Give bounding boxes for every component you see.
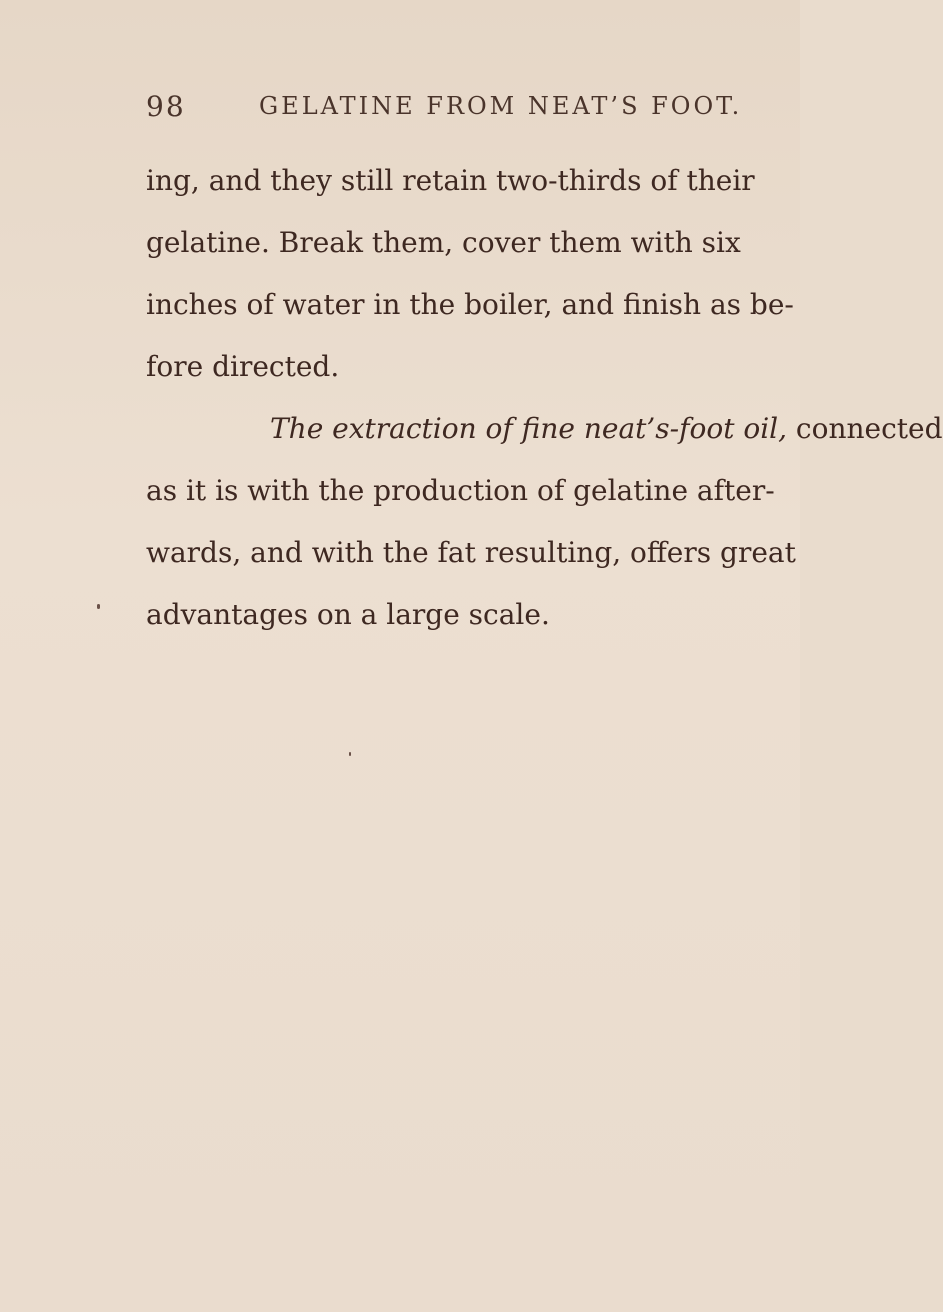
text-line: gelatine. Break them, cover them with six [146, 226, 741, 259]
text-line: advantages on a large scale. [146, 598, 550, 631]
page-number: 98 [146, 90, 186, 123]
italic-phrase: The extraction of fine neat’s-foot oil, [270, 412, 788, 445]
text-fragment: connected [787, 412, 943, 445]
body-text [146, 150, 943, 646]
text-line: ing, and they still retain two-thirds of their [146, 164, 755, 197]
running-head: GELATINE FROM NEAT’S FOOT. [259, 92, 743, 120]
paper-speck [97, 604, 100, 609]
paper-speck [439, 620, 440, 628]
page-header [146, 90, 743, 130]
text-line: wards, and with the fat resulting, offers great [146, 536, 796, 569]
text-line: as it is with the production of gelatine after- [146, 474, 775, 507]
paragraph-first-line [146, 398, 943, 460]
paper-speck [349, 752, 351, 756]
text-line: fore directed. [146, 350, 340, 383]
text-line: inches of water in the boiler, and finish as be- [146, 288, 794, 321]
